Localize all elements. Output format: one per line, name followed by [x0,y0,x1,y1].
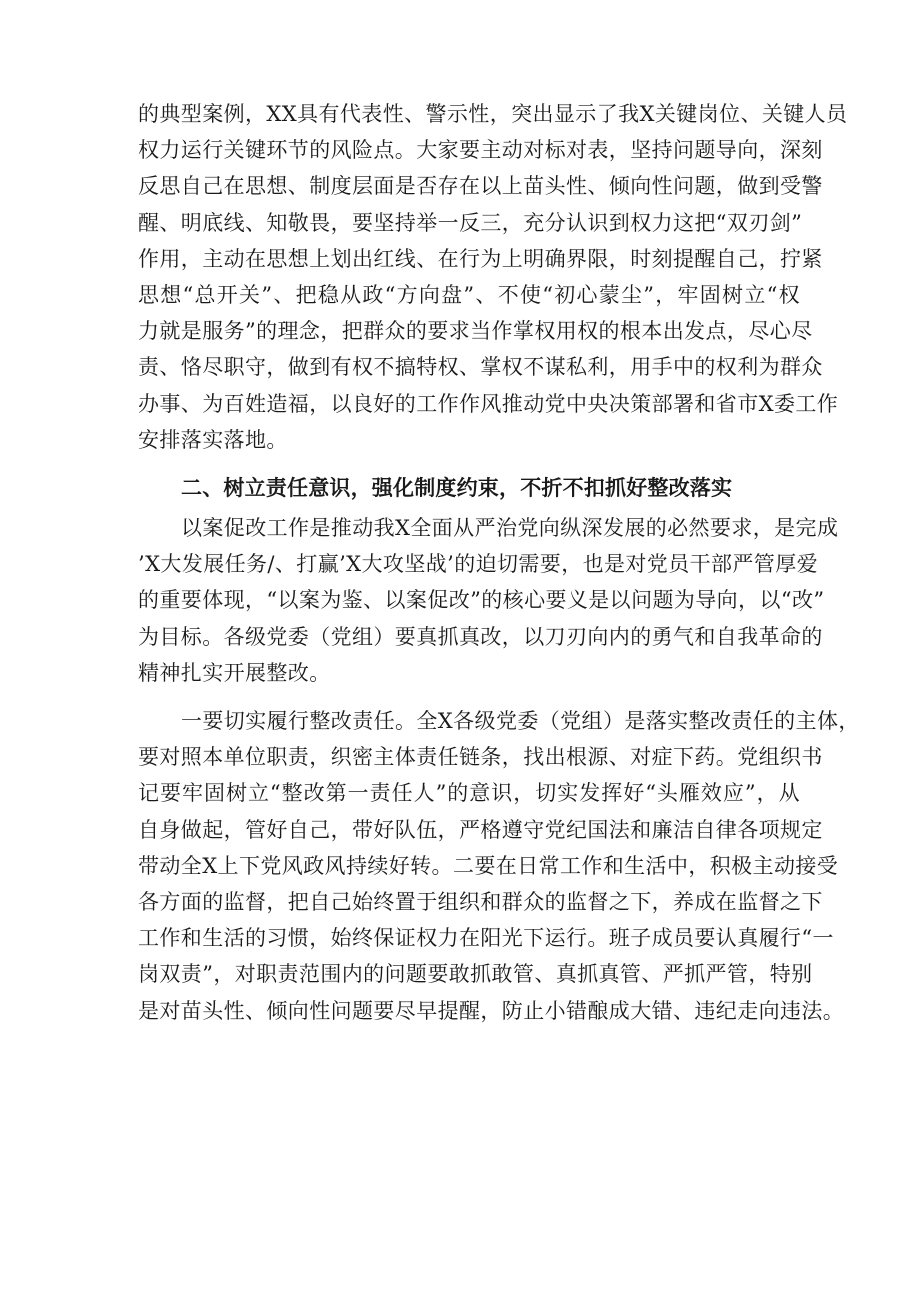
text-line: 力就是服务”的理念，把群众的要求当作掌权用权的根本出发点，尽心尽 [138,319,813,344]
text-line: 工作和生活的习惯，始终保证权力在阳光下运行。班子成员要认真履行“一 [138,926,834,951]
text-line: 一要切实履行整改责任。全X各级党委（党组）是落实整改责任的主体， [181,709,860,733]
text-line: 安排落实落地。 [138,427,288,452]
text-line: 是对苗头性、倾向性问题要尽早提醒，防止小错酿成大错、违纪走向违法。 [138,998,845,1023]
text-line: 记要牢固树立“整改第一责任人”的意识，切实发挥好“头雁效应”，从 [138,781,800,806]
paragraph-1 [138,96,848,458]
text-line: 权力运行关键环节的风险点。大家要主动对标对表，坚持问题导向，深刻 [138,138,823,163]
document-body [138,96,860,1029]
text-line: 作用，主动在思想上划出红线、在行为上明确界限，时刻提醒自己，拧紧 [138,246,823,271]
paragraph-3 [138,703,860,1029]
text-line: 精神扎实开展整改。 [138,660,331,685]
paragraph-2 [138,510,839,691]
text-line: ’X大发展任务/、打赢’X大攻坚战’的迫切需要，也是对党员干部严管厚爱 [138,552,818,577]
text-line: 为目标。各级党委（党组）要真抓真改，以刀刃向内的勇气和自我革命的 [138,624,823,649]
text-line: 责、恪尽职守，做到有权不搞特权、掌权不谋私利，用手中的权利为群众 [138,355,823,380]
text-line: 要对照本单位职责，织密主体责任链条，找出根源、对症下药。党组织书 [138,745,823,770]
text-line: 办事、为百姓造福，以良好的工作作风推动党中央决策部署和省市X委工作 [138,391,839,416]
text-line: 各方面的监督，把自己始终置于组织和群众的监督之下，养成在监督之下 [138,889,823,914]
text-line: 自身做起，管好自己，带好队伍，严格遵守党纪国法和廉洁自律各项规定 [138,817,823,842]
text-line: 醒、明底线、知敬畏，要坚持举一反三，充分认识到权力这把“双刃剑” [138,210,803,235]
section-heading: 二、树立责任意识，强化制度约束，不折不扣抓好整改落实 [181,475,733,500]
text-line: 的典型案例，XX具有代表性、警示性，突出显示了我X关键岗位、关键人员 [138,102,848,126]
text-line: 岗双责”，对职责范围内的问题要敢抓敢管、真抓真管、严抓严管，特别 [138,962,813,987]
text-line: 带动全X上下党风政风持续好转。二要在日常工作和生活中，积极主动接受 [138,853,839,878]
text-line: 思想“总开关”、把稳从政“方向盘”、不使“初心蒙尘”，牢固树立“权 [138,282,800,307]
text-line: 以案促改工作是推动我X全面从严治党向纵深发展的必然要求，是完成 [181,516,839,541]
text-line: 反思自己在思想、制度层面是否存在以上苗头性、倾向性问题，做到受警 [138,174,823,199]
text-line: 的重要体现，“以案为鉴、以案促改”的核心要义是以问题为导向，以“改” [138,588,825,613]
